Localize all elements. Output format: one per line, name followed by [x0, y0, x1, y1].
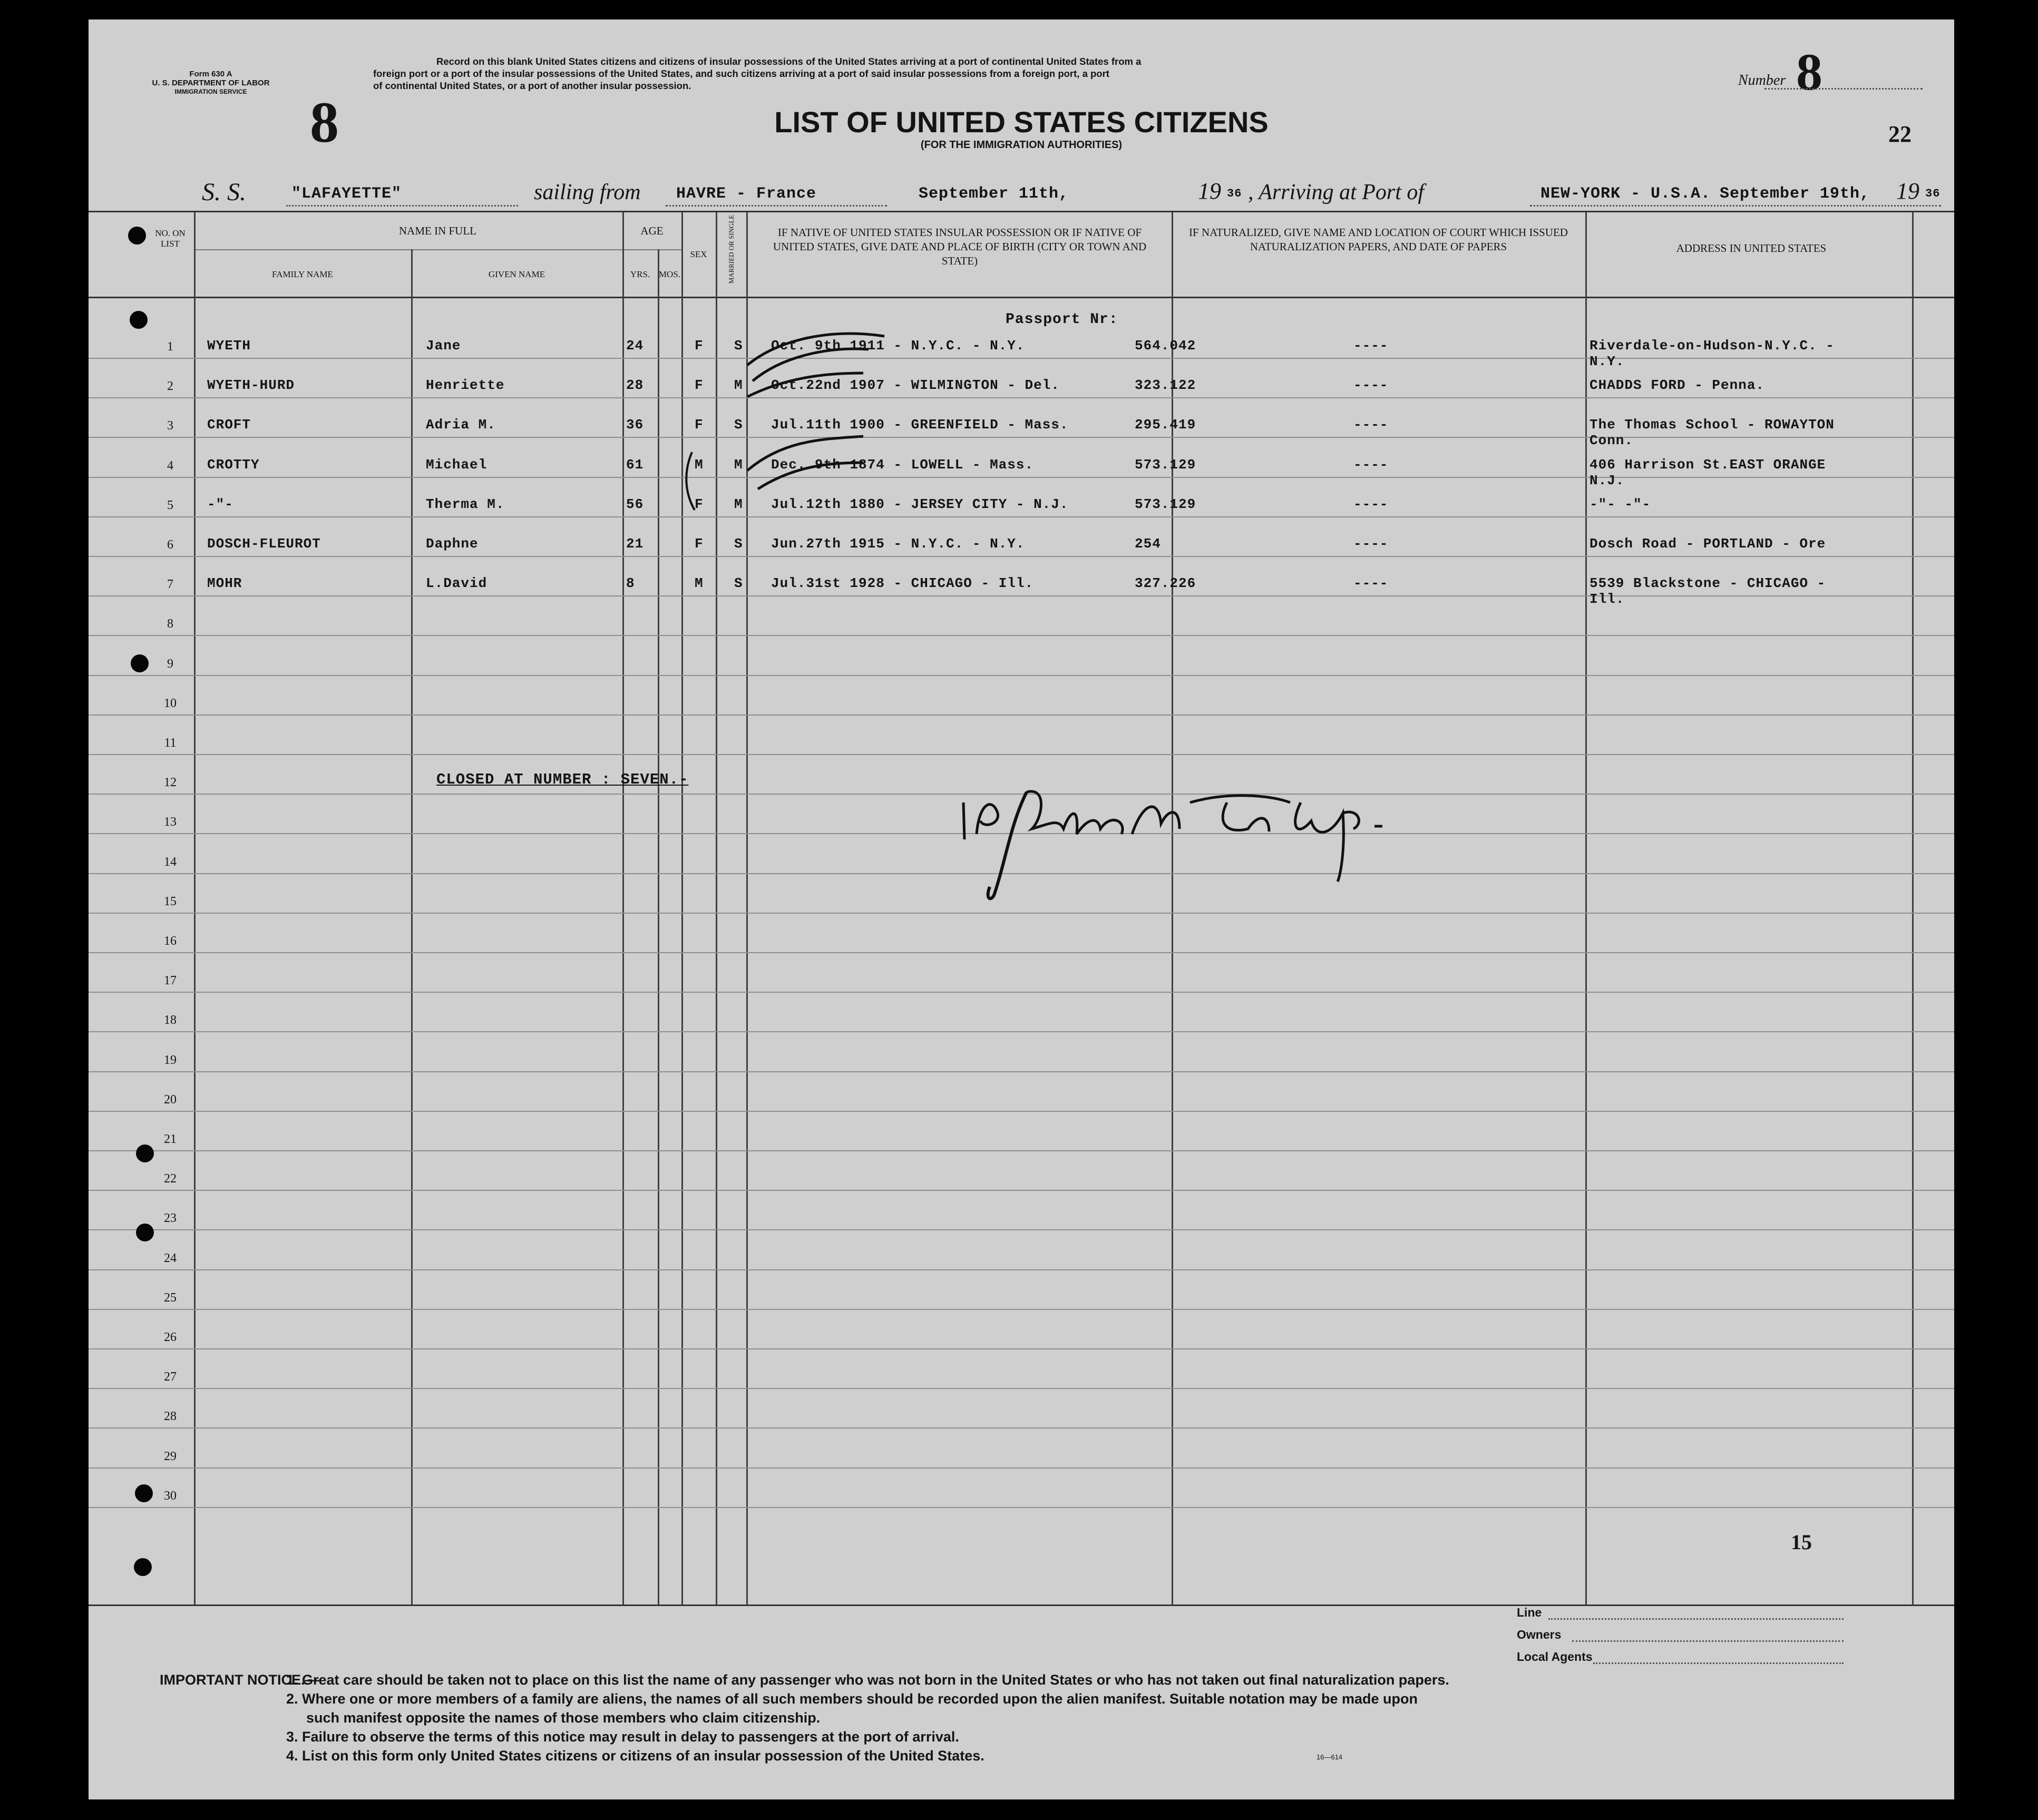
row-number: 29 [164, 1449, 177, 1463]
passport-number-cell: 323.122 [1135, 377, 1196, 394]
naturalization-cell: ---- [1353, 536, 1389, 552]
row-number: 4 [167, 458, 173, 473]
address-cell-line-2: N.Y. [1590, 354, 1625, 369]
page-subtitle: (FOR THE IMMIGRATION AUTHORITIES) [920, 139, 1123, 151]
naturalization-cell: ---- [1353, 377, 1389, 394]
col-header-yrs: YRS. [630, 269, 650, 279]
manifest-sheet [89, 19, 1954, 1799]
marital-status-cell: S [734, 417, 743, 433]
naturalization-cell: ---- [1353, 456, 1389, 473]
col-header-given: GIVEN NAME [488, 269, 545, 279]
address-cell: -"- -"- [1590, 496, 1651, 512]
agents-field [1593, 1662, 1844, 1664]
department: U. S. DEPARTMENT OF LABOR [152, 79, 270, 87]
birth-info-cell: Oct. 9th 1911 - N.Y.C. - N.Y. [771, 338, 1025, 354]
print-code: 16—614 [1317, 1753, 1343, 1761]
check-mark-3 [747, 373, 863, 397]
address-cell: 406 Harrison St.EAST ORANGE [1590, 456, 1826, 473]
birth-info-cell: Jul.31st 1928 - CHICAGO - Ill. [771, 575, 1034, 592]
row-number: 8 [167, 617, 173, 631]
sex-cell: F [695, 496, 704, 512]
binder-hole [135, 1484, 153, 1502]
instructions [373, 55, 1764, 92]
address-cell: CHADDS FORD - Penna. [1590, 377, 1765, 394]
sig-stroke-1 [963, 803, 964, 839]
ship-name: "LAFAYETTE" [291, 185, 402, 203]
birth-info-cell: Jul.12th 1880 - JERSEY CITY - N.J. [771, 496, 1069, 512]
address-cell: The Thomas School - ROWAYTON [1590, 417, 1835, 433]
row-number: 19 [164, 1053, 177, 1067]
family-name-cell: WYETH-HURD [207, 377, 295, 394]
sex-cell: F [695, 536, 704, 552]
col-header-family: FAMILY NAME [272, 269, 333, 279]
form-number: Form 630 A [189, 70, 232, 79]
sex-cell: M [695, 456, 704, 473]
col-header-sex: SEX [690, 249, 707, 259]
title-block [89, 105, 1954, 151]
instructions-line-1: Record on this blank United States citizens and citizens of insular possessions of the United States arriving at a port of continental United States from a [436, 56, 1142, 67]
naturalization-cell: ---- [1353, 496, 1389, 512]
given-name-cell: Therma M. [426, 496, 505, 512]
given-name-cell: Daphne [426, 536, 479, 552]
passport-header: Passport Nr: [1006, 311, 1118, 328]
departure-date: September 11th, [919, 185, 1069, 203]
age-cell: 36 [626, 417, 644, 433]
sex-cell: F [695, 338, 704, 354]
footer-fields [1427, 1606, 1902, 1664]
sex-cell: F [695, 417, 704, 433]
passenger-table [89, 211, 1954, 1606]
marital-status-cell: S [734, 338, 743, 354]
birth-info-cell: Dec. 9th 1874 - LOWELL - Mass. [771, 456, 1034, 473]
marital-status-cell: S [734, 575, 743, 592]
binder-hole [128, 227, 146, 244]
birth-info-cell: Jun.27th 1915 - N.Y.C. - N.Y. [771, 536, 1025, 552]
sig-stroke-8 [1295, 803, 1359, 882]
family-name-cell: DOSCH-FLEUROT [207, 536, 321, 552]
sig-stroke-4 [1027, 791, 1123, 834]
notice-title: IMPORTANT NOTICE.— [160, 1672, 319, 1688]
row-number: 16 [164, 934, 177, 948]
age-cell: 24 [626, 338, 644, 354]
binder-hole [136, 1144, 154, 1162]
row-number: 15 [164, 894, 177, 908]
col-header-marital: MARRIED OR SINGLE [727, 214, 735, 284]
given-name-cell: Michael [426, 456, 487, 473]
row-number: 30 [164, 1489, 177, 1503]
passport-number-cell: 564.042 [1135, 338, 1196, 354]
naturalization-cell: ---- [1353, 417, 1389, 433]
left-number: 8 [310, 90, 339, 154]
margin-note: 15 [1791, 1530, 1812, 1554]
col-header-birth: IF NATIVE OF UNITED STATES INSULAR POSSESSION OR IF NATIVE OF UNITED STATES, GIVE DATE AND PLACE OF BIRTH (CITY OR TOWN AND STATE) [773, 226, 1147, 267]
family-name-cell: MOHR [207, 575, 242, 592]
birth-info-cell: Jul.11th 1900 - GREENFIELD - Mass. [771, 417, 1069, 433]
marital-status-cell: M [734, 377, 743, 394]
given-name-cell: Adria M. [426, 417, 496, 433]
col-header-name: NAME IN FULL [399, 224, 476, 237]
passport-number-cell: 573.129 [1135, 456, 1196, 473]
row-number: 27 [164, 1370, 177, 1384]
marital-status-cell: M [734, 456, 743, 473]
notice-item-3: 3. Failure to observe the terms of this notice may result in delay to passengers at the port of arrival. [286, 1729, 959, 1745]
arrival-year-suffix: 36 [1925, 187, 1941, 200]
passenger-rows [89, 212, 1954, 1604]
bracket-stroke [686, 452, 695, 510]
passport-number-cell: 573.129 [1135, 496, 1196, 512]
age-cell: 21 [626, 536, 644, 552]
row-number: 25 [164, 1290, 177, 1305]
address-cell-line-2: N.J. [1590, 472, 1625, 488]
given-name-cell: Henriette [426, 377, 505, 394]
address-cell: 5539 Blackstone - CHICAGO - [1590, 575, 1826, 592]
passport-number-cell: 254 [1135, 536, 1161, 552]
inspector-signature [953, 771, 1427, 908]
number-value: 8 [1796, 43, 1822, 101]
given-name-cell: Jane [426, 338, 461, 354]
col-header-address: ADDRESS IN UNITED STATES [1676, 242, 1827, 255]
line-label: Line [1517, 1606, 1542, 1619]
sex-cell: M [695, 575, 704, 592]
row-number: 18 [164, 1013, 177, 1028]
row-number: 12 [164, 776, 177, 790]
form-id-block [148, 70, 274, 96]
row-number: 20 [164, 1092, 177, 1107]
page-title: LIST OF UNITED STATES CITIZENS [774, 105, 1269, 139]
address-cell-line-2: Conn. [1590, 433, 1634, 449]
ss-label: S. S. [202, 178, 246, 206]
col-header-no: NO. ON LIST [155, 228, 186, 249]
col-header-naturalized: IF NATURALIZED, GIVE NAME AND LOCATION OF COURT WHICH ISSUED NATURALIZATION PAPERS, AND DATE OF PAPERS [1189, 226, 1568, 253]
binder-hole [130, 311, 148, 329]
check-mark-7 [758, 463, 863, 489]
notice-item-1: 1. Great care should be taken not to place on this list the name of any passenger who was not born in the United States or who has not taken out final naturalization papers. [286, 1672, 1449, 1688]
row-number: 10 [164, 696, 177, 710]
family-name-cell: CROTTY [207, 456, 260, 473]
row-number: 26 [164, 1330, 177, 1344]
family-name-cell: CROFT [207, 417, 251, 433]
address-cell-line-2: Ill. [1590, 591, 1625, 608]
row-number: 21 [164, 1132, 177, 1146]
year-prefix: 19 [1198, 178, 1221, 204]
service: IMMIGRATION SERVICE [174, 88, 247, 95]
check-mark-6 [747, 436, 863, 471]
check-marks [695, 307, 916, 507]
age-cell: 61 [626, 456, 644, 473]
col-header-mos: MOS. [658, 269, 681, 279]
sailing-label: sailing from [534, 180, 641, 204]
voyage-line [202, 178, 1957, 209]
row-number: 7 [167, 578, 173, 592]
instructions-line-3: of continental United States, or a port of another insular possession. [373, 80, 691, 91]
sig-stroke-2 [977, 805, 998, 834]
bracket-mark [679, 449, 700, 513]
passport-number-cell: 295.419 [1135, 417, 1196, 433]
address-cell: Dosch Road - PORTLAND - Ore [1590, 536, 1826, 552]
notice-item-2-cont: such manifest opposite the names of those members who claim citizenship. [306, 1710, 821, 1726]
age-cell: 56 [626, 496, 644, 512]
owners-field [1572, 1640, 1844, 1642]
ship-name-line [286, 205, 518, 207]
marital-status-cell: M [734, 496, 743, 512]
arrival-date: September 19th, [1720, 185, 1870, 203]
row-number: 1 [167, 340, 173, 354]
address-cell: Riverdale-on-Hudson-N.Y.C. - [1590, 338, 1835, 354]
family-name-cell: -"- [207, 496, 233, 512]
passport-number-cell: 327.226 [1135, 575, 1196, 592]
marital-status-cell: S [734, 536, 743, 552]
year-suffix: 36 [1227, 187, 1242, 200]
row-number: 17 [164, 974, 177, 988]
row-number: 14 [164, 855, 177, 869]
row-number: 28 [164, 1410, 177, 1424]
row-number: 23 [164, 1211, 177, 1226]
arrival-port: NEW-YORK - U.S.A. [1540, 185, 1711, 203]
age-cell: 28 [626, 377, 644, 394]
from-port: HAVRE - France [676, 185, 817, 203]
page-number: 22 [1888, 121, 1912, 147]
from-port-line [666, 205, 887, 207]
birth-info-cell: Oct.22nd 1907 - WILMINGTON - Del. [771, 377, 1060, 394]
arrival-year-prefix: 19 [1896, 178, 1919, 204]
number-line [1764, 88, 1923, 90]
number-label: Number [1738, 72, 1786, 89]
row-number: 5 [167, 498, 173, 512]
sig-stroke-6 [1190, 796, 1290, 803]
naturalization-cell: ---- [1353, 575, 1389, 592]
agents-label: Local Agents [1517, 1650, 1593, 1664]
binder-hole [131, 654, 149, 672]
col-header-age: AGE [640, 224, 664, 237]
arrival-line [1530, 205, 1941, 207]
family-name-cell: WYETH [207, 338, 251, 354]
row-number: 24 [164, 1251, 177, 1265]
owners-label: Owners [1517, 1628, 1562, 1641]
line-field [1548, 1618, 1844, 1620]
binder-hole [134, 1558, 152, 1576]
notice-item-2: 2. Where one or more members of a family are aliens, the names of all such members should be recorded upon the alien manifest. Suitable notation may be made upon [286, 1691, 1418, 1707]
row-number: 9 [167, 657, 173, 671]
sig-stroke-5 [1132, 807, 1179, 834]
row-number: 2 [167, 379, 173, 394]
sex-cell: F [695, 377, 704, 394]
age-cell: 8 [626, 575, 635, 592]
sig-stroke-7 [1223, 803, 1269, 831]
row-number: 6 [167, 538, 173, 552]
naturalization-cell: ---- [1353, 338, 1389, 354]
row-number: 13 [164, 815, 177, 829]
arriving-label: , Arriving at Port of [1248, 180, 1425, 204]
binder-hole [136, 1224, 154, 1241]
instructions-line-2: foreign port or a port of the insular possessions of the United States, and such citizens arriving at a port of said insular possessions from a foreign port, a port [373, 68, 1109, 79]
row-number: 22 [164, 1172, 177, 1186]
notice-item-4: 4. List on this form only United States citizens or citizens of an insular possession of the United States. [286, 1748, 984, 1764]
closing-text: CLOSED AT NUMBER : SEVEN.- [436, 771, 689, 788]
given-name-cell: L.David [426, 575, 487, 592]
row-number: 11 [164, 736, 177, 750]
row-number: 3 [167, 419, 173, 433]
